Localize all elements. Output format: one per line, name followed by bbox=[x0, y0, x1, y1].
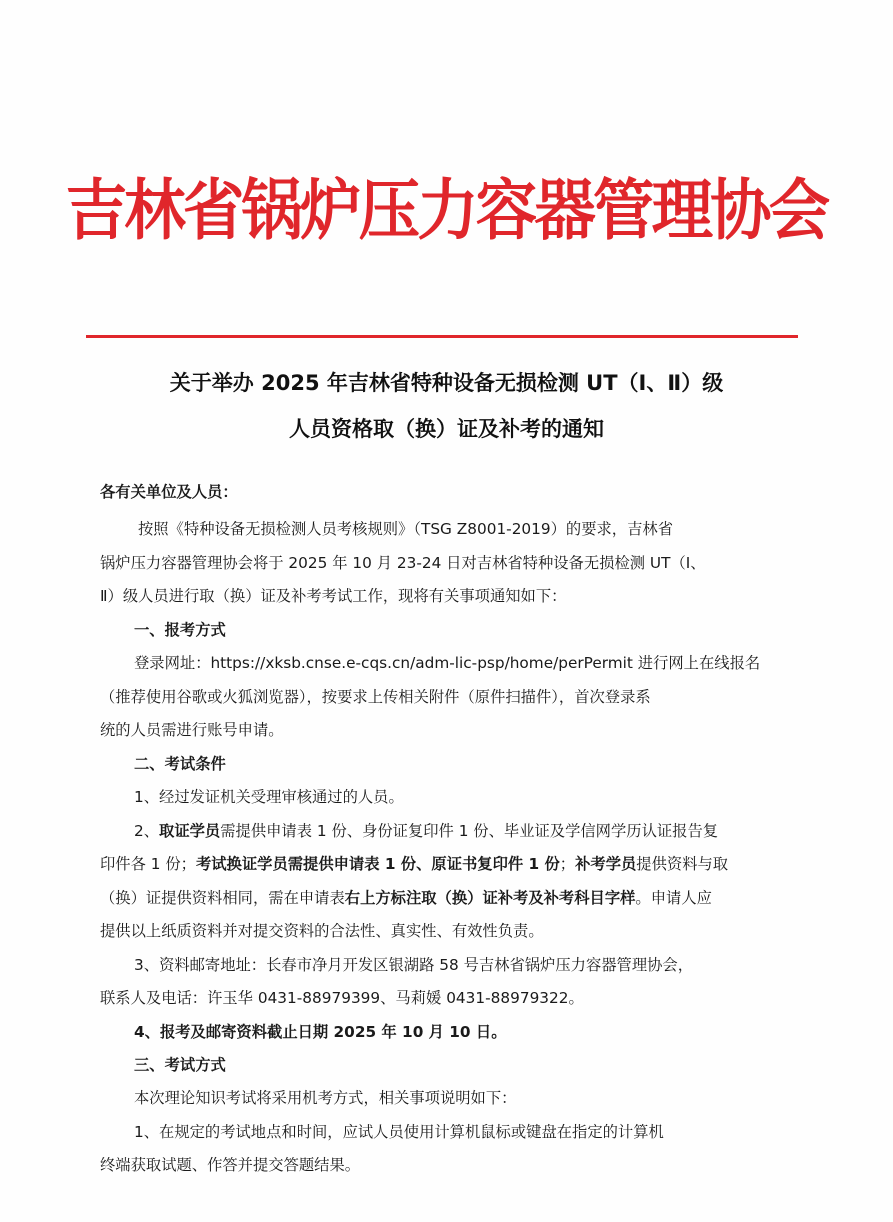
masthead-org-name: 吉林省锅炉压力容器管理协会 bbox=[65, 171, 828, 249]
section-3-line-1: 本次理论知识考试将采用机考方式，相关事项说明如下： bbox=[134, 1089, 517, 1107]
item-2-emphasis-annotation: 右上方标注取（换）证补考及补考科目字样 bbox=[344, 889, 636, 907]
notice-title-line-1: 关于举办 2025 年吉林省特种设备无损检测 UT（Ⅰ、Ⅱ）级 bbox=[169, 371, 724, 395]
section-2-item-2-line-3 bbox=[100, 886, 712, 910]
item-2-text: 需提供申请表 1 份、身份证复印件 1 份、毕业证及学信网学历认证报告复 bbox=[220, 822, 719, 840]
intro-line-3: Ⅱ）级人员进行取（换）证及补考考试工作，现将有关事项通知如下： bbox=[100, 587, 567, 605]
section-1-heading: 一、报考方式 bbox=[134, 621, 226, 639]
item-2-text: 印件各 1 份； bbox=[100, 855, 196, 873]
salutation: 各有关单位及人员： bbox=[100, 483, 238, 501]
item-2-text: （换）证提供资料相同，需在申请表 bbox=[100, 889, 345, 907]
item-2-emphasis-retake: 补考学员 bbox=[575, 855, 637, 873]
section-2-item-3-line-1: 3、资料邮寄地址：长春市净月开发区银湖路 58 号吉林省锅炉压力容器管理协会， bbox=[134, 956, 694, 974]
section-1-line-2: （推荐使用谷歌或火狐浏览器），按要求上传相关附件（原件扫描件），首次登录系 bbox=[100, 688, 651, 706]
item-2-text: ； bbox=[559, 855, 576, 873]
section-2-item-4-deadline: 4、报考及邮寄资料截止日期 2025 年 10 月 10 日。 bbox=[134, 1023, 507, 1041]
section-2-heading: 二、考试条件 bbox=[134, 755, 226, 773]
section-2-item-2-line-2 bbox=[100, 852, 728, 876]
red-divider-line bbox=[86, 335, 798, 338]
item-2-number: 2、 bbox=[134, 822, 160, 840]
section-3-item-1-line-1: 1、在规定的考试地点和时间，应试人员使用计算机鼠标或键盘在指定的计算机 bbox=[134, 1123, 664, 1141]
notice-title-line-2: 人员资格取（换）证及补考的通知 bbox=[289, 417, 604, 441]
section-2-item-1: 1、经过发证机关受理审核通过的人员。 bbox=[134, 788, 404, 806]
section-3-heading: 三、考试方式 bbox=[134, 1056, 226, 1074]
section-2-item-3-line-2: 联系人及电话：许玉华 0431-88979399、马莉媛 0431-88979322。 bbox=[100, 989, 584, 1007]
item-2-text: 提供资料与取 bbox=[636, 855, 729, 873]
item-2-emphasis-renewal: 考试换证学员需提供申请表 1 份、原证书复印件 1 份 bbox=[195, 855, 560, 873]
item-2-emphasis-new-applicants: 取证学员 bbox=[159, 822, 221, 840]
intro-line-1: 按照《特种设备无损检测人员考核规则》（TSG Z8001-2019）的要求，吉林省 bbox=[138, 520, 673, 538]
section-2-item-2-line-4: 提供以上纸质资料并对提交资料的合法性、真实性、有效性负责。 bbox=[100, 922, 544, 940]
item-2-text: 。申请人应 bbox=[635, 889, 712, 907]
intro-line-2: 锅炉压力容器管理协会将于 2025 年 10 月 23-24 日对吉林省特种设备无损检测 UT（Ⅰ、 bbox=[100, 554, 706, 572]
section-1-line-1: 登录网址：https://xksb.cnse.e-cqs.cn/adm-lic-psp/home/perPermit 进行网上在线报名 bbox=[134, 654, 761, 672]
section-1-line-3: 统的人员需进行账号申请。 bbox=[100, 721, 284, 739]
section-2-item-2-line-1 bbox=[134, 819, 718, 843]
section-3-item-1-line-2: 终端获取试题、作答并提交答题结果。 bbox=[100, 1156, 361, 1174]
